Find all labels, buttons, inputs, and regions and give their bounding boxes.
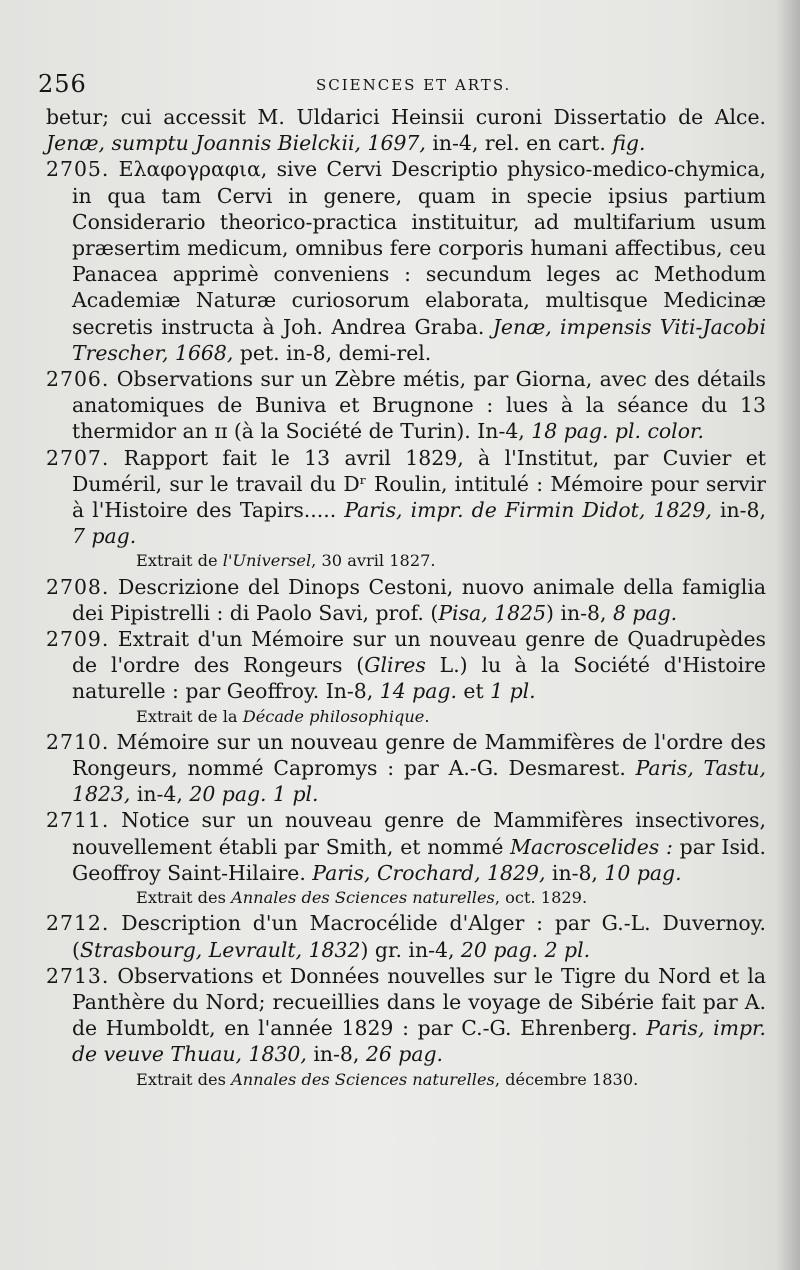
- extract-note: Extrait des Annales des Sciences naturelles, décembre 1830.: [136, 1069, 639, 1089]
- entry-number: 2713.: [46, 963, 110, 988]
- entry-number: 2707.: [46, 445, 110, 470]
- entry-2713: 2713. Observations et Données nouvelles sur le Tigre du Nord et la Panthère du Nord; recueillies dans le voyage de Sibérie fait par A. de Humboldt, en l'année 1829 : par C.-G. Ehrenberg. Paris, impr. de veuve Thuau, 1830, in-8, 26 pag.: [46, 963, 766, 1067]
- entry-2712: 2712. Description d'un Macrocélide d'Alger : par G.-L. Duvernoy. (Strasbourg, Levrault, 1832) gr. in-4, 20 pag. 2 pl.: [46, 911, 766, 962]
- entry-2708: 2708. Descrizione del Dinops Cestoni, nuovo animale della famiglia dei Pipistrelli : di Paolo Savi, prof. (Pisa, 1825) in-8, 8 pag.: [46, 574, 766, 625]
- extract-note: Extrait des Annales des Sciences naturelles, oct. 1829.: [136, 888, 588, 908]
- entry-2705: 2705. Ελαφογραφια, sive Cervi Descriptio physico-medico-chymica, in qua tam Cervi in genere, quam in specie ipsius partium Considerario theorico-practica instituitur, ad multifarium usum præsertim medicum, omnibus fere corporis humani affectibus, ceu Panacea apprimè conveniens : secundum leges ac Methodum Academiæ Naturæ curiosorum elaborata, multisque Medicinæ secretis instructa à Joh. Andrea Graba. Jenæ, impensis Viti-Jacobi Trescher, 1668, pet. in-8, demi-rel.: [46, 157, 766, 365]
- entry-2709: 2709. Extrait d'un Mémoire sur un nouveau genre de Quadrupèdes de l'ordre des Rongeurs (Glires L.) lu à la Société d'Histoire naturelle : par Geoffroy. In-8, 14 pag. et 1 pl.: [46, 627, 766, 704]
- entry-2710: 2710. Mémoire sur un nouveau genre de Mammifères de l'ordre des Rongeurs, nommé Capromys : par A.-G. Desmarest. Paris, Tastu, 1823, in-4, 20 pag. 1 pl.: [46, 729, 767, 807]
- entry-number: 2712.: [46, 911, 110, 936]
- page-number: 256: [38, 70, 87, 98]
- entry-2706: 2706. Observations sur un Zèbre métis, par Giorna, avec des détails anatomiques de Buniva et Brugnone : lues à la séance du 13 thermidor an ɪɪ (à la Société de Turin). In-4, 18 pag. pl. color.: [46, 367, 766, 444]
- entry-number: 2708.: [46, 574, 110, 599]
- extract-note: Extrait de la Décade philosophique.: [136, 706, 430, 726]
- entry-number: 2711.: [46, 808, 110, 833]
- entry-number: 2709.: [46, 627, 110, 652]
- extract-note: Extrait de l'Universel, 30 avril 1827.: [136, 551, 436, 571]
- entry-number: 2706.: [46, 367, 110, 392]
- running-title: SCIENCES ET ARTS.: [316, 76, 512, 94]
- page-body: [46, 104, 766, 1092]
- entry-number: 2705.: [46, 157, 110, 182]
- entry-2711: 2711. Notice sur un nouveau genre de Mammifères insectivores, nouvellement établi par Smith, et nommé Macroscelides : par Isid. Geoffroy Saint-Hilaire. Paris, Crochard, 1829, in-8, 10 pag.: [46, 808, 766, 885]
- continuation-paragraph: betur; cui accessit M. Uldarici Heinsii curoni Dissertatio de Alce. Jenæ, sumptu Joannis Bielckii, 1697, in-4, rel. en cart. fig.: [46, 105, 766, 156]
- page-header: [38, 70, 758, 104]
- entry-2707: 2707. Rapport fait le 13 avril 1829, à l'Institut, par Cuvier et Duméril, sur le travail du Dʳ Roulin, intitulé : Mémoire pour servir à l'Histoire des Tapirs..... Paris, impr. de Firmin Didot, 1829, in-8, 7 pag.: [46, 445, 766, 549]
- entry-number: 2710.: [46, 729, 110, 754]
